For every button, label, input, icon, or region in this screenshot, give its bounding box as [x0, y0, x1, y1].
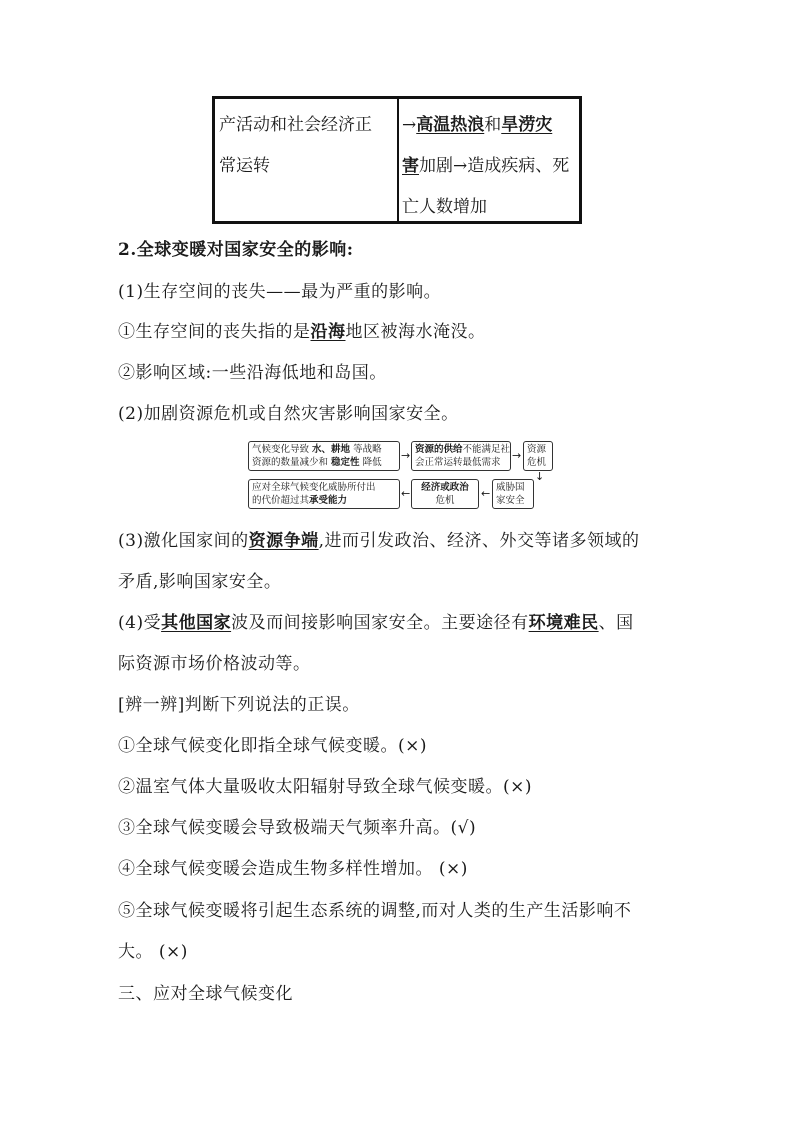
continuation-table: [212, 96, 582, 224]
arrow-down-icon: ↓: [535, 470, 545, 483]
table-right-line-2: [402, 146, 569, 187]
arrow-right-icon: →: [512, 449, 522, 462]
table-divider: [397, 99, 399, 221]
quiz-item-2: ②温室气体大量吸收太阳辐射导致全球气候变暖。(×): [118, 777, 533, 797]
quiz-item-4: ④全球气候变暖会造成生物多样性增加。 (×): [118, 859, 468, 879]
flow-diagram: [248, 441, 560, 513]
diagram-box-cost: 应对全球气候变化威胁所付出 的代价超过其承受能力: [248, 479, 400, 509]
keyword-env-refugees: 环境难民: [528, 613, 599, 633]
table-right-line-3: 亡人数增加: [402, 197, 487, 217]
keyword-resource-dispute: 资源争端: [248, 531, 319, 551]
table-right-line-1: [402, 105, 569, 146]
text: 加剧→造成疾病、死: [419, 156, 570, 176]
diagram-box-supply: 资源的供给不能满足社 会正常运转最低需求: [411, 441, 511, 471]
section-3-heading: 三、应对全球气候变化: [118, 984, 293, 1004]
paragraph-4-cont: 际资源市场价格波动等。: [118, 654, 311, 674]
table-right-cell: [402, 105, 569, 228]
keyword-drought-flood: 旱涝灾: [501, 115, 553, 135]
keyword-coastal: 沿海: [310, 322, 346, 342]
paragraph-1: (1)生存空间的丧失——最为严重的影响。: [118, 282, 442, 302]
quiz-item-3: ③全球气候变暖会导致极端天气频率升高。(√): [118, 818, 477, 838]
quiz-item-5-cont: 大。 (×): [118, 942, 188, 962]
diagram-box-resource-crisis: 资源 危机: [523, 441, 553, 471]
arrow-left-icon: ←: [401, 487, 411, 500]
paragraph-4: (4)受其他国家波及而间接影响国家安全。主要途径有环境难民、国: [118, 613, 634, 633]
paragraph-3: (3)激化国家间的资源争端,进而引发政治、经济、外交等诸多领域的: [118, 531, 640, 551]
paragraph-2: (2)加剧资源危机或自然灾害影响国家安全。: [118, 404, 459, 424]
table-left-cell: [219, 105, 372, 187]
paragraph-3-cont: 矛盾,影响国家安全。: [118, 572, 282, 592]
arrow: →: [402, 115, 417, 135]
keyword-heatwave: 高温热浪: [416, 115, 485, 135]
diagram-box-econ-crisis: 经济或政治 危机: [411, 479, 479, 509]
keyword-other-countries: 其他国家: [161, 613, 232, 633]
diagram-box-threat: 威胁国 家安全: [492, 479, 534, 509]
text: 和: [484, 115, 502, 135]
section-2-heading: 2.全球变暖对国家安全的影响:: [118, 240, 354, 260]
paragraph-1a: ①生存空间的丧失指的是沿海地区被海水淹没。: [118, 322, 486, 342]
table-left-line-2: 常运转: [219, 156, 270, 176]
paragraph-1b: ②影响区域:一些沿海低地和岛国。: [118, 363, 387, 383]
quiz-item-5: ⑤全球气候变暖将引起生态系统的调整,而对人类的生产生活影响不: [118, 901, 632, 921]
table-left-line-1: 产活动和社会经济正: [219, 115, 372, 135]
diagram-box-cause: 气候变化导致 水、耕地 等战略 资源的数量减少和 稳定性 降低: [248, 441, 400, 471]
keyword-disaster: 害: [402, 156, 419, 176]
arrow-right-icon: →: [401, 449, 411, 462]
quiz-item-1: ①全球气候变化即指全球气候变暖。(×): [118, 736, 428, 756]
quiz-title: [辨一辨]判断下列说法的正误。: [118, 695, 360, 715]
arrow-left-icon: ←: [481, 487, 491, 500]
